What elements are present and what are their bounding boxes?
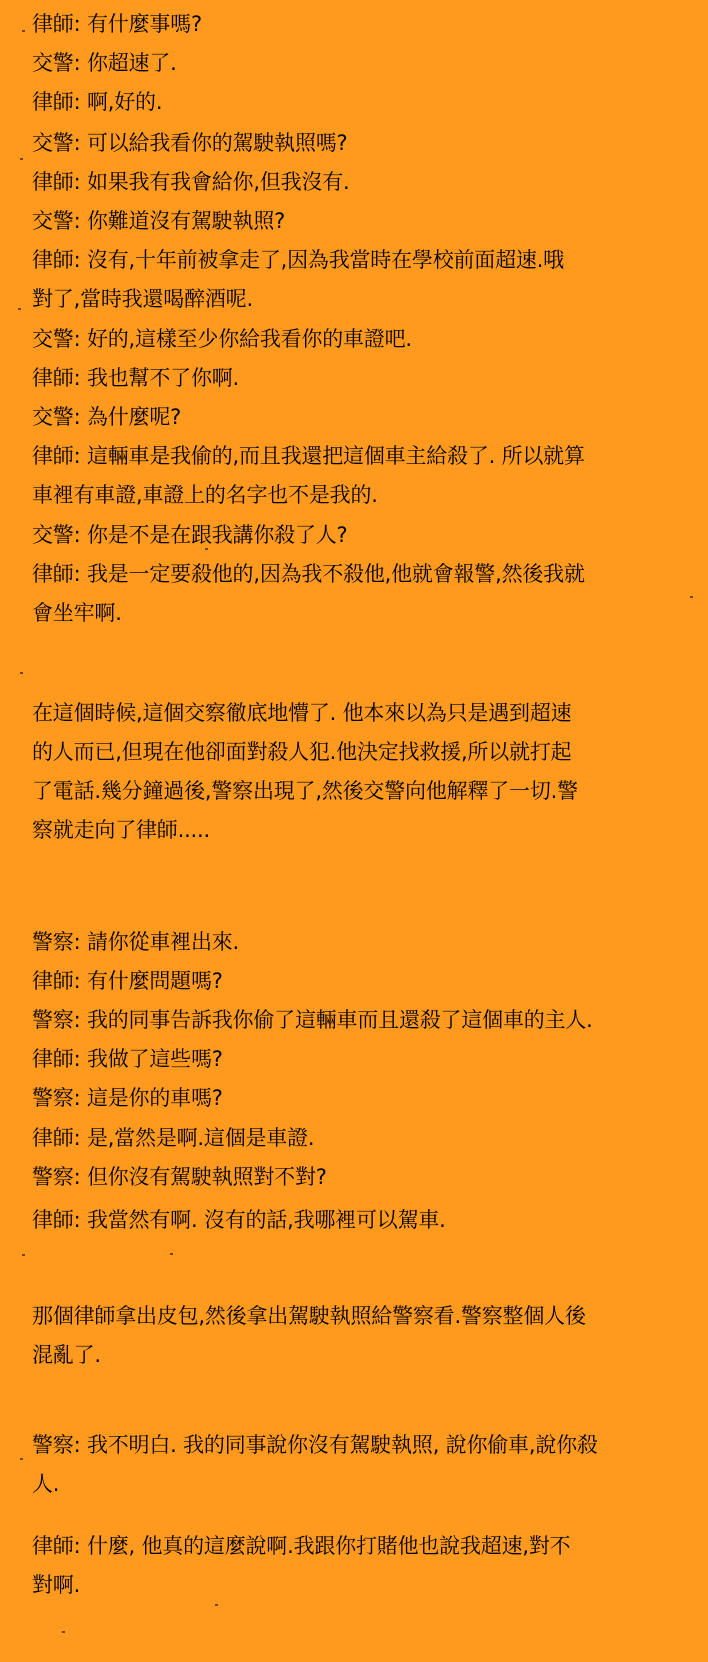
dialogue-line: 律師: 我做了這些嗎? <box>32 1047 223 1071</box>
dialogue-line: 警察: 我不明白. 我的同事說你沒有駕駛執照, 說你偷車,說你殺 <box>32 1433 598 1457</box>
scan-speck <box>20 158 23 160</box>
narration-line: 了電話.幾分鐘過後,警察出現了,然後交警向他解釋了一切.警 <box>32 779 578 803</box>
dialogue-line: 律師: 有什麼問題嗎? <box>32 969 223 993</box>
narration-line: 察就走向了律師..... <box>32 818 210 842</box>
scan-speck <box>20 672 23 674</box>
dialogue-line: 律師: 是,當然是啊.這個是車證. <box>32 1126 315 1150</box>
dialogue-line: 警察: 這是你的車嗎? <box>32 1086 223 1110</box>
dialogue-line: 交警: 為什麼呢? <box>32 405 182 429</box>
dialogue-line: 律師: 這輛車是我偷的,而且我還把這個車主給殺了. 所以就算 <box>32 444 585 468</box>
dialogue-line: 交警: 可以給我看你的駕駛執照嗎? <box>32 131 348 155</box>
narration-line: 那個律師拿出皮包,然後拿出駕駛執照給警察看.警察整個人後 <box>32 1304 586 1328</box>
dialogue-line: 律師: 什麼, 他真的這麼說啊.我跟你打賭他也說我超速,對不 <box>32 1534 571 1558</box>
dialogue-line: 律師: 我當然有啊. 沒有的話,我哪裡可以駕車. <box>32 1208 446 1232</box>
dialogue-line: 對了,當時我還喝醉酒呢. <box>32 287 253 311</box>
dialogue-line: 律師: 我也幫不了你啊. <box>32 366 240 390</box>
scan-speck <box>170 1253 173 1255</box>
dialogue-line: 警察: 我的同事告訴我你偷了這輛車而且還殺了這個車的主人. <box>32 1008 593 1032</box>
narration-line: 在這個時候,這個交察徹底地懵了. 他本來以為只是遇到超速 <box>32 701 572 725</box>
dialogue-line: 人. <box>32 1472 60 1496</box>
scan-speck <box>22 30 25 32</box>
scan-speck <box>18 308 21 310</box>
scan-speck <box>22 1254 25 1256</box>
dialogue-line: 律師: 啊,好的. <box>32 90 163 114</box>
scan-speck <box>20 1458 23 1460</box>
scan-speck <box>215 1604 218 1606</box>
dialogue-line: 交警: 好的,這樣至少你給我看你的車證吧. <box>32 327 412 351</box>
dialogue-line: 會坐牢啊. <box>32 601 122 625</box>
scan-speck <box>62 1631 65 1633</box>
dialogue-line: 警察: 請你從車裡出來. <box>32 930 240 954</box>
dialogue-line: 律師: 如果我有我會給你,但我沒有. <box>32 170 350 194</box>
dialogue-line: 對啊. <box>32 1573 81 1597</box>
narration-line: 混亂了. <box>32 1343 101 1367</box>
dialogue-line: 車裡有車證,車證上的名字也不是我的. <box>32 483 378 507</box>
dialogue-line: 律師: 我是一定要殺他的,因為我不殺他,他就會報警,然後我就 <box>32 562 585 586</box>
scan-speck <box>205 548 208 550</box>
narration-line: 的人而已,但現在他卻面對殺人犯.他決定找救援,所以就打起 <box>32 740 572 764</box>
dialogue-line: 交警: 你是不是在跟我講你殺了人? <box>32 523 348 547</box>
dialogue-line: 律師: 沒有,十年前被拿走了,因為我當時在學校前面超速.哦 <box>32 248 564 272</box>
dialogue-line: 交警: 你難道沒有駕駛執照? <box>32 209 286 233</box>
dialogue-line: 律師: 有什麼事嗎? <box>32 12 202 36</box>
scan-speck <box>690 596 693 598</box>
dialogue-line: 交警: 你超速了. <box>32 51 177 75</box>
dialogue-line: 警察: 但你沒有駕駛執照對不對? <box>32 1165 327 1189</box>
